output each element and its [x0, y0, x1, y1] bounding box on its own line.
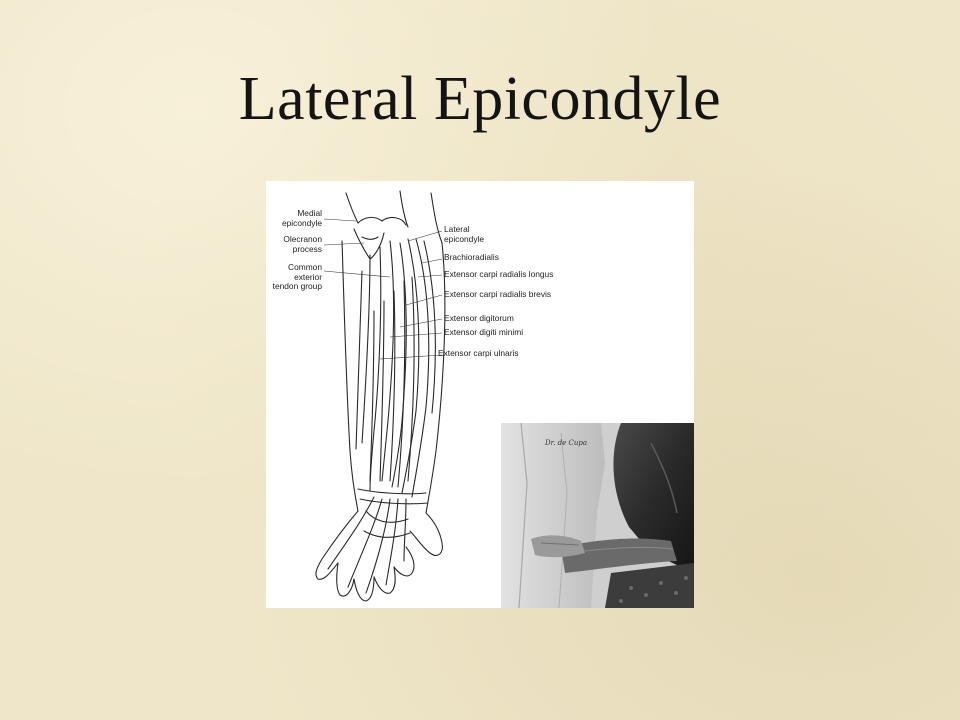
label-olecranon-process: Olecranon process: [283, 234, 322, 254]
label-extensor-carpi-radialis-brevis: Extensor carpi radialis brevis: [444, 289, 552, 299]
label-brachioradialis: Brachioradialis: [444, 252, 499, 262]
label-common-extensor-tendon-group: Common exterior tendon group: [272, 262, 322, 291]
label-extensor-carpi-ulnaris: Extensor carpi ulnaris: [438, 348, 519, 358]
forearm-anatomy-figure: [266, 181, 694, 608]
label-extensor-digiti-minimi: Extensor digiti minimi: [444, 327, 524, 337]
svg-text:Dr. de Cupa: Dr. de Cupa: [545, 439, 588, 447]
label-extensor-carpi-radialis-longus: Extensor carpi radialis longus: [444, 269, 554, 279]
slide-title: Lateral Epicondyle: [238, 65, 722, 133]
label-lateral-epicondyle: Lateral epicondyle: [444, 224, 485, 244]
label-extensor-digitorum: Extensor digitorum: [444, 313, 514, 323]
clinical-palpation-photo: [501, 423, 694, 608]
label-medial-epicondyle: Medial epicondyle: [281, 208, 322, 228]
